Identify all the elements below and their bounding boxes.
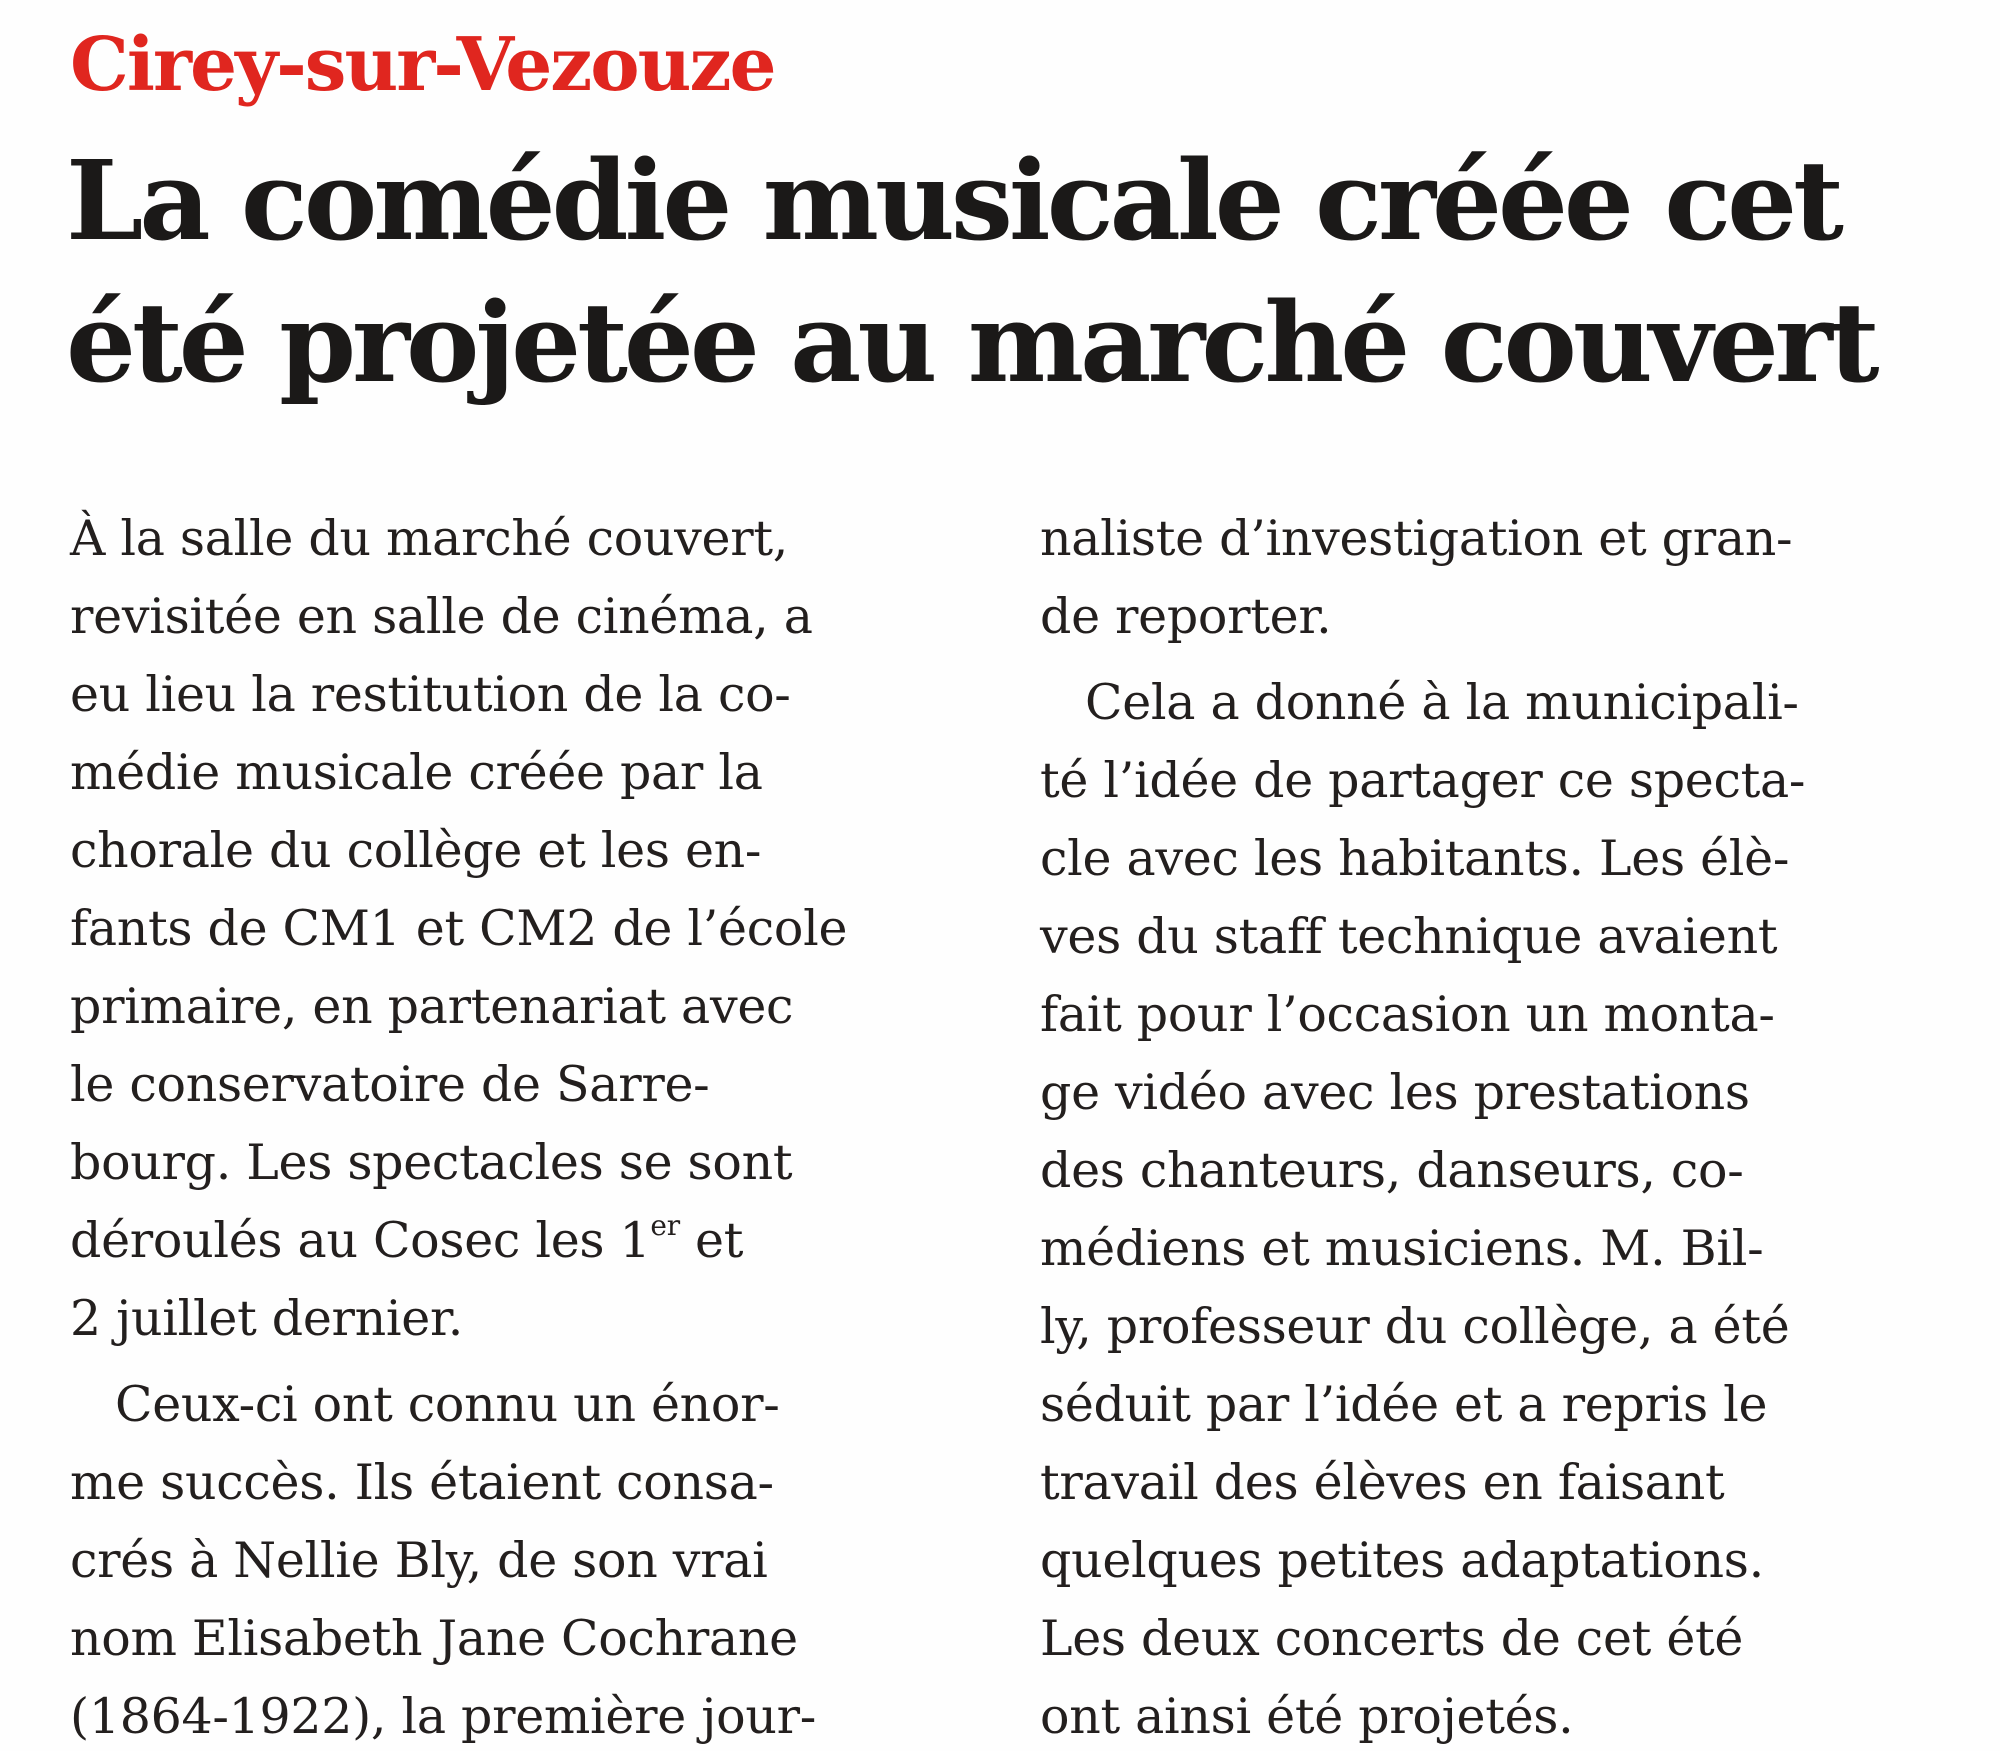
text-line: me succès. Ils étaient consa-	[70, 1454, 774, 1511]
headline	[66, 130, 1946, 414]
text-line: revisitée en salle de cinéma, a	[70, 588, 813, 645]
headline-line: La comédie musicale créée cet	[66, 136, 1840, 265]
text-line: fants de CM1 et CM2 de l’école	[70, 900, 848, 957]
text-line: séduit par l’idée et a repris le	[1040, 1376, 1768, 1433]
text-line: té l’idée de partager ce specta-	[1040, 752, 1806, 809]
text-line: crés à Nellie Bly, de son vrai	[70, 1532, 768, 1589]
text-fragment: et	[679, 1212, 744, 1269]
text-line-with-superscript	[70, 1202, 970, 1280]
text-line: À la salle du marché couvert,	[70, 510, 789, 567]
text-line: médiens et musiciens. M. Bil-	[1040, 1220, 1764, 1277]
paragraph-start-line: Ceux-ci ont connu un énor-	[115, 1376, 780, 1433]
text-line: (1864-1922), la première jour-	[70, 1688, 816, 1745]
headline-line: été projetée au marché couvert	[66, 278, 1876, 407]
text-line: Les deux concerts de cet été	[1040, 1610, 1744, 1667]
text-line: chorale du collège et les en-	[70, 822, 762, 879]
text-line: bourg. Les spectacles se sont	[70, 1134, 793, 1191]
text-line: 2 juillet dernier.	[70, 1290, 464, 1347]
text-line: ves du staff technique avaient	[1040, 908, 1778, 965]
text-line: ly, professeur du collège, a été	[1040, 1298, 1790, 1355]
article-column-right	[1040, 500, 1940, 1751]
text-line: fait pour l’occasion un monta-	[1040, 986, 1775, 1043]
text-fragment: déroulés au Cosec les 1	[70, 1212, 651, 1269]
paragraph-start-line: Cela a donné à la municipali-	[1085, 674, 1799, 731]
text-line: nom Elisabeth Jane Cochrane	[70, 1610, 798, 1667]
text-line: ge vidéo avec les prestations	[1040, 1064, 1750, 1121]
text-line: des chanteurs, danseurs, co-	[1040, 1142, 1744, 1199]
article-column-left	[70, 500, 970, 1751]
text-line: primaire, en partenariat avec	[70, 978, 794, 1035]
text-line: le conservatoire de Sarre-	[70, 1056, 710, 1113]
text-line: cle avec les habitants. Les élè-	[1040, 830, 1790, 887]
text-line: médie musicale créée par la	[70, 744, 763, 801]
text-line: quelques petites adaptations.	[1040, 1532, 1764, 1589]
text-line: ont ainsi été projetés.	[1040, 1688, 1574, 1745]
kicker-location: Cirey-sur-Vezouze	[70, 22, 775, 108]
text-line: eu lieu la restitution de la co-	[70, 666, 791, 723]
text-line: de reporter.	[1040, 588, 1332, 645]
text-line: travail des élèves en faisant	[1040, 1454, 1725, 1511]
ordinal-superscript: er	[650, 1209, 680, 1242]
text-line: naliste d’investigation et gran-	[1040, 510, 1793, 567]
